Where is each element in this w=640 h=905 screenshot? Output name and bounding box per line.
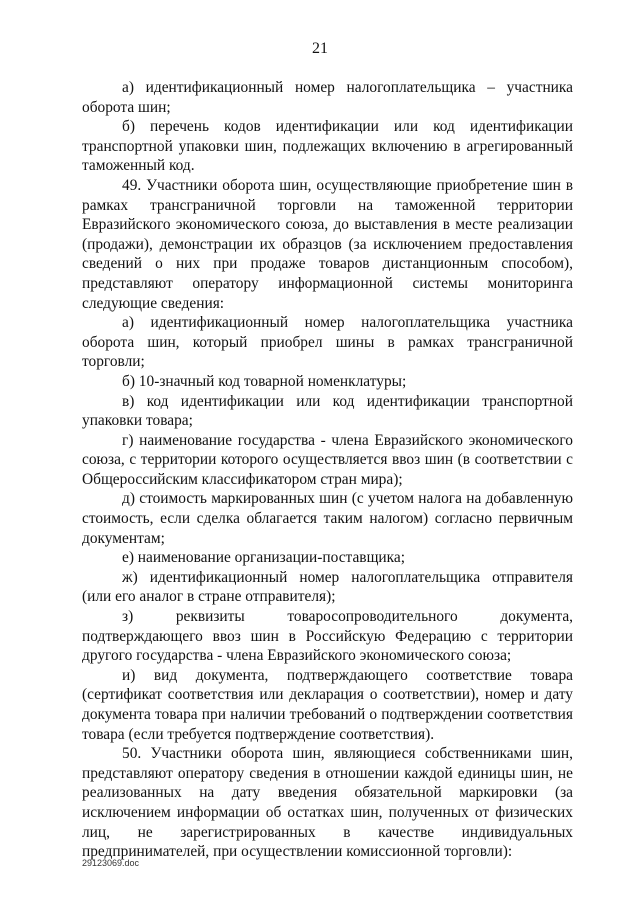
paragraph: 50. Участники оборота шин, являющиеся собственниками шин, представляют оператору сведения в отношении каждой единицы шин, не реализованных на дату введения обязательной маркировки (за исключением информации об остатках шин, полученных от физических лиц, не зарегистрированных в качестве индивидуальных предпринимателей, при осуществлении комиссионной торговли): xyxy=(82,745,573,861)
document-filename: 29123069.doc xyxy=(82,858,140,868)
paragraph: ж) идентификационный номер налогоплательщика отправителя (или его аналог в стране отправителя); xyxy=(82,568,573,606)
paragraph: в) код идентификации или код идентификации транспортной упаковки товара; xyxy=(82,392,573,430)
paragraph: д) стоимость маркированных шин (с учетом налога на добавленную стоимость, если сделка облагается таким налогом) согласно первичным документам; xyxy=(82,490,573,547)
paragraph: б) перечень кодов идентификации или код идентификации транспортной упаковки шин, подлежащих включению в агрегированный таможенный код. xyxy=(82,118,573,175)
paragraph: и) вид документа, подтверждающего соответствие товара (сертификат соответствия или декларация о соответствии), номер и дату документа товара при наличии требований о подтверждении соответствия товара (если требуется подтверждение соответствия). xyxy=(82,666,573,743)
paragraph: з) реквизиты товаросопроводительного документа, подтверждающего ввоз шин в Российскую Федерацию с территории другого государства - члена Евразийского экономического союза; xyxy=(82,608,573,665)
paragraph: а) идентификационный номер налогоплательщика – участника оборота шин; xyxy=(82,79,573,116)
document-body xyxy=(82,78,573,862)
paragraph: б) 10-значный код товарной номенклатуры; xyxy=(122,372,407,390)
paragraph: а) идентификационный номер налогоплательщика участника оборота шин, который приобрел шины в рамках трансграничной торговли; xyxy=(82,314,573,371)
paragraph: 49. Участники оборота шин, осуществляющие приобретение шин в рамках трансграничной торговли на таможенной территории Евразийского экономического союза, до выставления в месте реализации (продажи), демонстрации их образцов (за исключением предоставления сведений о них при продаже товаров дистанционным способом), представляют оператору информационной системы мониторинга следующие сведения: xyxy=(82,176,573,312)
paragraph: г) наименование государства - члена Евразийского экономического союза, с территории которого осуществляется ввоз шин (в соответствии с Общероссийским классификатором стран мира); xyxy=(82,431,573,488)
paragraph: е) наименование организации-поставщика; xyxy=(122,549,406,567)
page-number: 21 xyxy=(312,40,328,57)
